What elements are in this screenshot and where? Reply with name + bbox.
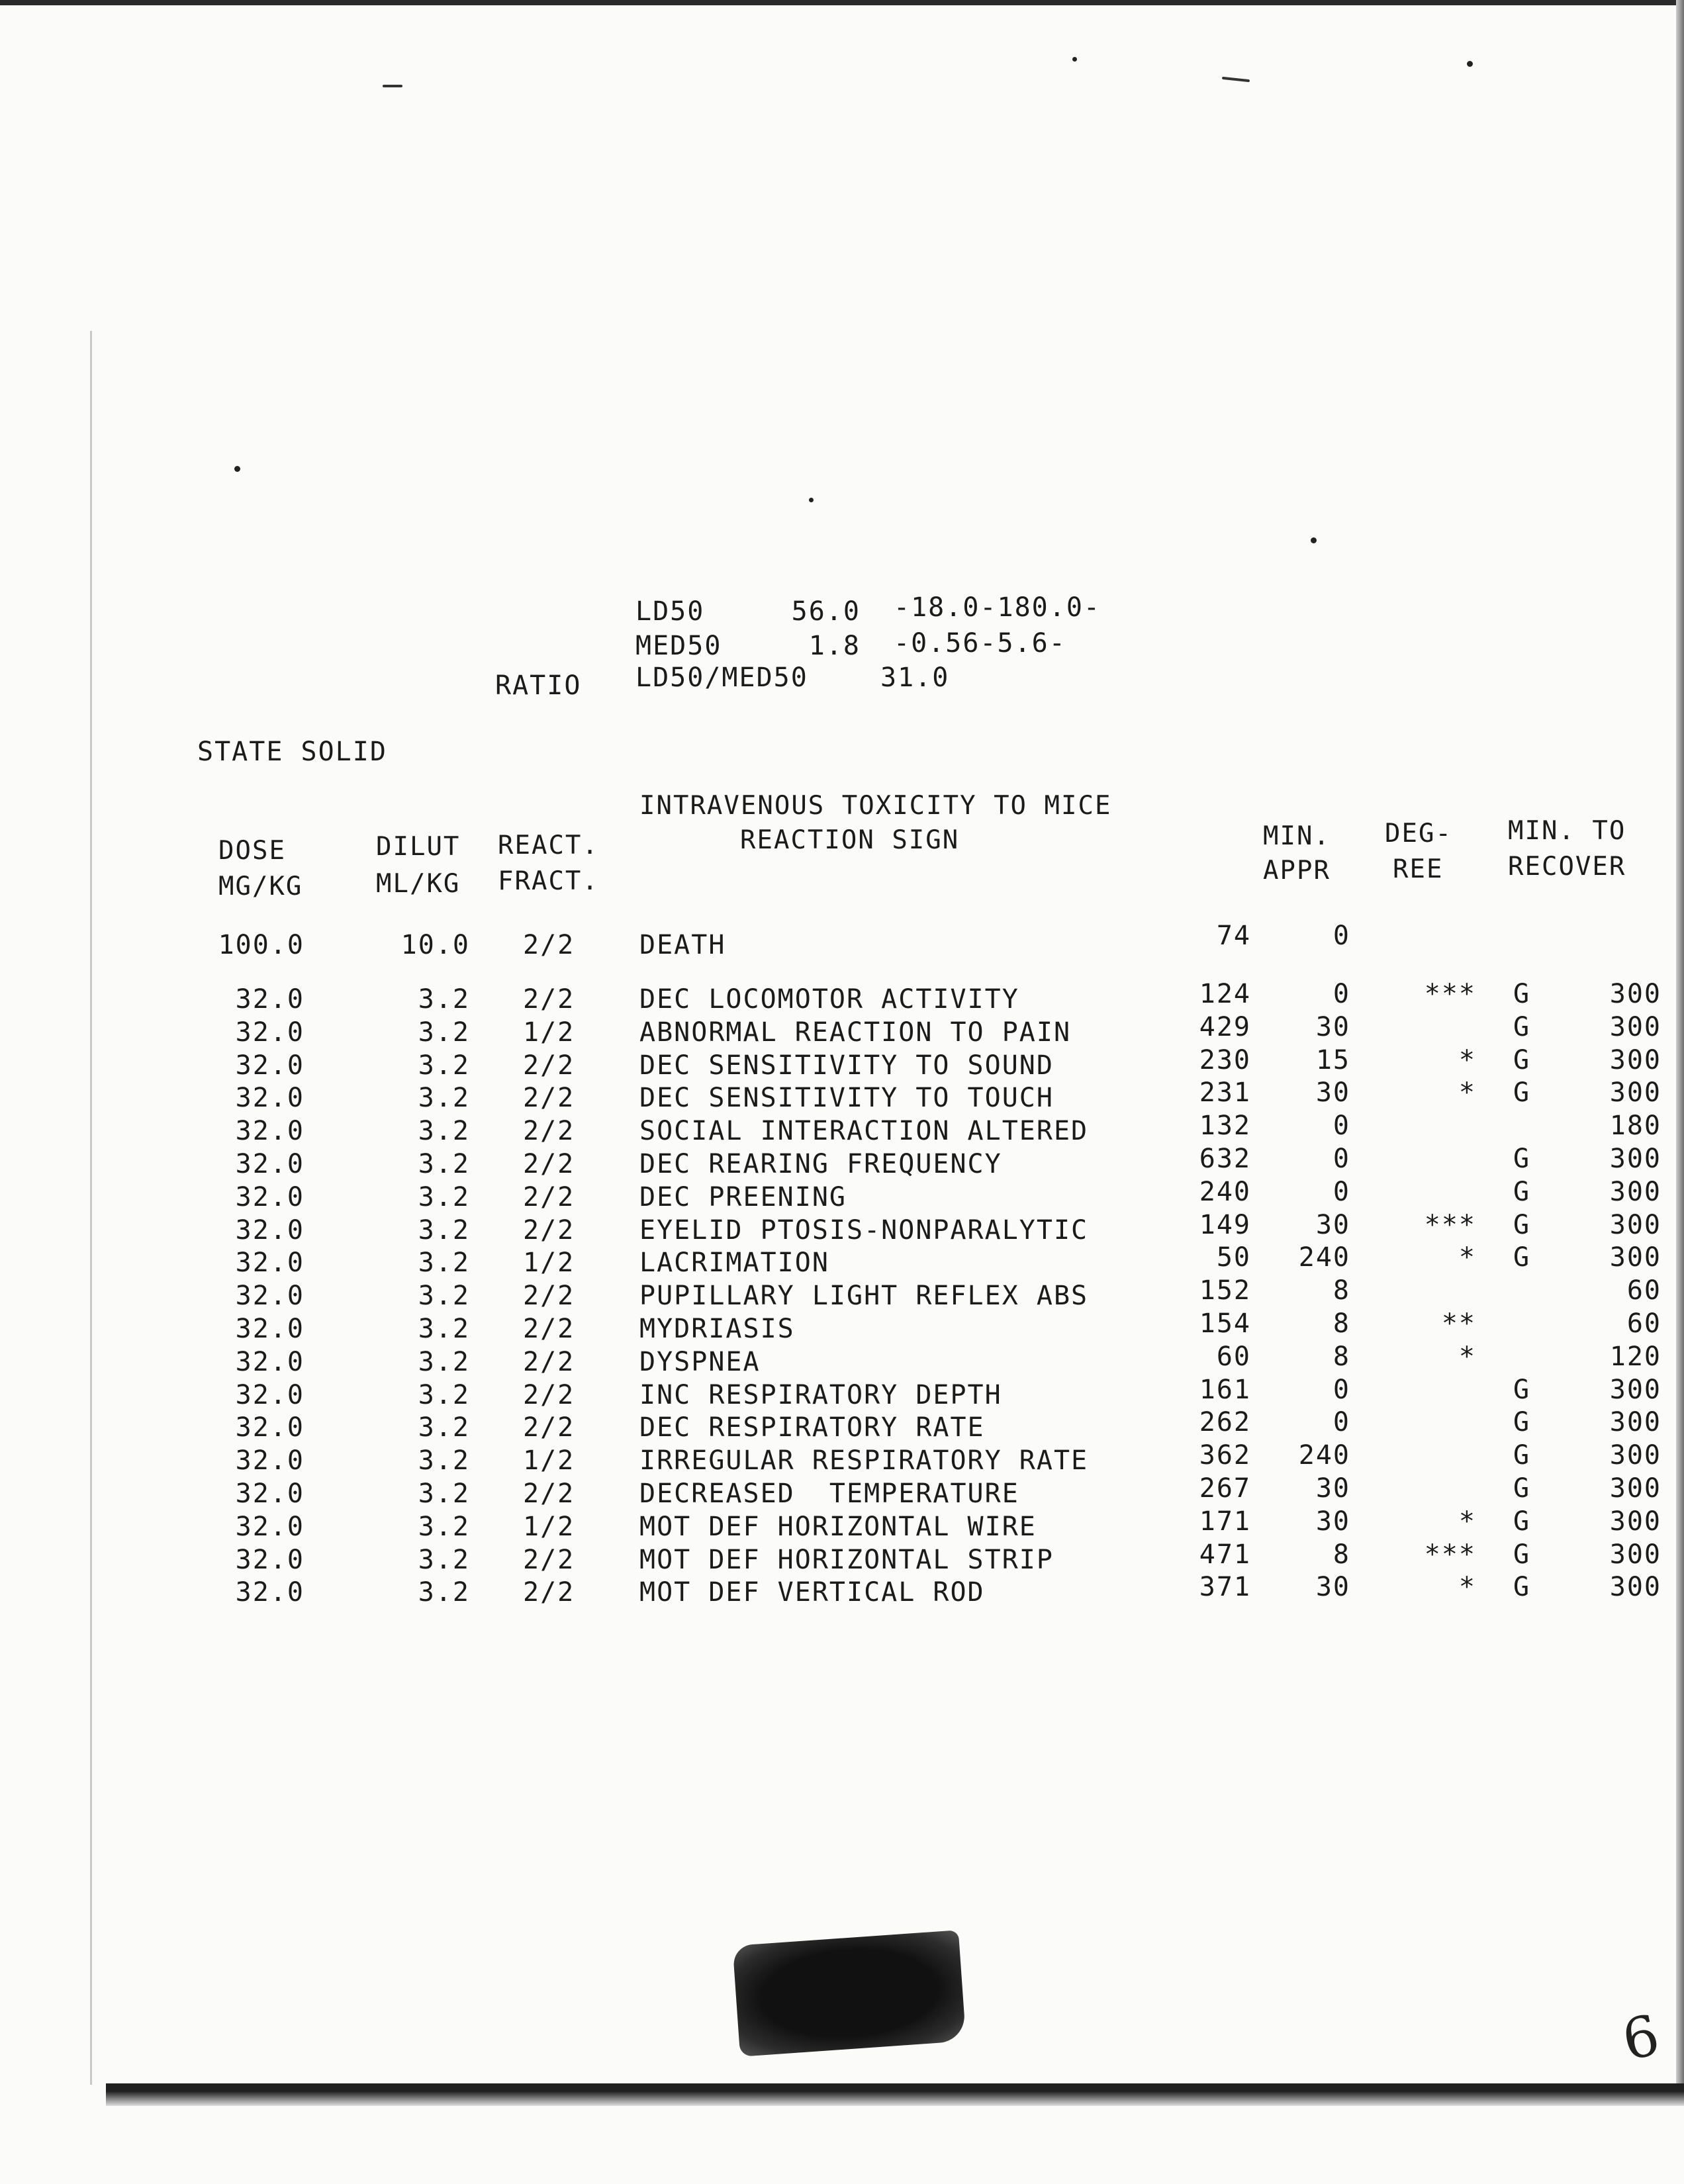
cell-grade: G xyxy=(1513,1077,1531,1109)
table-row xyxy=(0,1473,1684,1512)
cell-code: 124 xyxy=(1199,979,1251,1009)
cell-dose: 32.0 xyxy=(235,1083,304,1114)
table-row xyxy=(0,1374,1684,1414)
cell-min-appr: 0 xyxy=(1333,1144,1350,1174)
cell-dose: 32.0 xyxy=(235,1577,304,1608)
header-dose-unit: MG/KG xyxy=(218,872,303,901)
cell-min-appr: 30 xyxy=(1315,1572,1350,1603)
med50-label: MED50 xyxy=(635,631,722,661)
ratio-value: 31.0 xyxy=(880,662,950,693)
cell-dilut: 3.2 xyxy=(418,1149,470,1179)
cell-dose: 32.0 xyxy=(235,1248,304,1279)
cell-fract: 1/2 xyxy=(523,1017,575,1048)
ld50-value: 56.0 xyxy=(791,596,861,627)
cell-degree: * xyxy=(1458,1341,1476,1372)
cell-dose: 32.0 xyxy=(235,1544,304,1575)
cell-degree: * xyxy=(1458,1044,1476,1075)
cell-reaction-sign: DYSPNEA xyxy=(639,1346,761,1377)
cell-grade: G xyxy=(1513,979,1531,1009)
cell-recover: 300 xyxy=(1609,1144,1661,1174)
cell-reaction-sign: EYELID PTOSIS-NONPARALYTIC xyxy=(639,1214,1089,1246)
cell-code: 632 xyxy=(1199,1144,1251,1174)
header-min-recover-2: RECOVER xyxy=(1508,852,1626,882)
cell-reaction-sign: DEC SENSITIVITY TO SOUND xyxy=(639,1050,1054,1081)
cell-code: 154 xyxy=(1199,1308,1251,1339)
cell-fract: 2/2 xyxy=(523,1116,575,1147)
cell-degree: *** xyxy=(1424,979,1476,1009)
cell-degree: *** xyxy=(1424,1209,1476,1240)
cell-reaction-sign: INC RESPIRATORY DEPTH xyxy=(639,1379,1002,1410)
cell-dose: 32.0 xyxy=(235,1412,304,1443)
cell-dose: 32.0 xyxy=(235,1050,304,1081)
cell-min-appr: 0 xyxy=(1333,1374,1350,1405)
table-row xyxy=(0,1011,1684,1051)
cell-dilut: 3.2 xyxy=(418,1544,470,1575)
cell-dose: 32.0 xyxy=(235,1214,304,1246)
cell-degree: * xyxy=(1458,1242,1476,1273)
table-row xyxy=(0,1440,1684,1479)
cell-reaction-sign: DEC RESPIRATORY RATE xyxy=(639,1412,985,1443)
cell-dilut: 3.2 xyxy=(418,1511,470,1542)
table-row xyxy=(0,1407,1684,1446)
cell-recover: 60 xyxy=(1626,1308,1661,1339)
cell-dose: 32.0 xyxy=(235,1281,304,1312)
cell-dilut: 3.2 xyxy=(418,1017,470,1048)
cell-degree: *** xyxy=(1424,1539,1476,1570)
ld50-label: LD50 xyxy=(635,596,705,627)
cell-reaction-sign: DEC LOCOMOTOR ACTIVITY xyxy=(639,984,1019,1015)
cell-reaction-sign: PUPILLARY LIGHT REFLEX ABS xyxy=(639,1281,1089,1312)
cell-grade: G xyxy=(1513,1242,1531,1273)
cell-dilut: 3.2 xyxy=(418,1445,470,1477)
cell-dilut: 3.2 xyxy=(418,1379,470,1410)
cell-recover: 300 xyxy=(1609,1242,1661,1273)
cell-reaction-sign: DEC PREENING xyxy=(639,1181,847,1212)
cell-dilut: 3.2 xyxy=(418,1577,470,1608)
header-degree-2: REE xyxy=(1393,854,1444,884)
cell-recover: 300 xyxy=(1609,1176,1661,1207)
cell-code: 161 xyxy=(1199,1374,1251,1405)
cell-fract: 2/2 xyxy=(523,1577,575,1608)
cell-min-appr: 30 xyxy=(1315,1473,1350,1504)
header-degree: DEG- xyxy=(1385,819,1452,848)
cell-dose: 32.0 xyxy=(235,1314,304,1344)
cell-min-appr: 8 xyxy=(1333,1275,1350,1306)
cell-fract: 2/2 xyxy=(523,1149,575,1179)
cell-min-appr: 15 xyxy=(1315,1044,1350,1075)
cell-recover: 60 xyxy=(1626,1275,1661,1306)
cell-min-appr: 240 xyxy=(1298,1440,1350,1471)
cell-recover: 300 xyxy=(1609,1407,1661,1438)
table-row xyxy=(0,1539,1684,1578)
cell-code: 132 xyxy=(1199,1111,1251,1142)
cell-recover: 180 xyxy=(1609,1111,1661,1142)
cell-code: 60 xyxy=(1216,1341,1251,1372)
cell-fract: 2/2 xyxy=(523,1379,575,1410)
cell-code: 149 xyxy=(1199,1209,1251,1240)
cell-dilut: 3.2 xyxy=(418,1412,470,1443)
table-row xyxy=(0,1077,1684,1116)
cell-dose: 100.0 xyxy=(218,930,304,960)
page-mark: 6 xyxy=(1616,2002,1665,2073)
cell-dose: 32.0 xyxy=(235,1445,304,1477)
cell-dilut: 3.2 xyxy=(418,1281,470,1312)
cell-reaction-sign: ABNORMAL REACTION TO PAIN xyxy=(639,1017,1072,1048)
table-row xyxy=(0,979,1684,1018)
cell-dilut: 3.2 xyxy=(418,1116,470,1147)
ratio-label: LD50/MED50 xyxy=(635,662,808,693)
cell-degree: ** xyxy=(1441,1308,1476,1339)
table-row xyxy=(0,1572,1684,1611)
cell-min-appr: 30 xyxy=(1315,1209,1350,1240)
cell-dilut: 3.2 xyxy=(418,1248,470,1279)
ratio-word: RATIO xyxy=(495,670,582,701)
cell-grade: G xyxy=(1513,1044,1531,1075)
redaction-blot xyxy=(733,1930,966,2056)
cell-dilut: 3.2 xyxy=(418,1050,470,1081)
cell-grade: G xyxy=(1513,1144,1531,1174)
cell-code: 231 xyxy=(1199,1077,1251,1109)
cell-degree: * xyxy=(1458,1572,1476,1603)
cell-recover: 300 xyxy=(1609,1506,1661,1537)
cell-min-appr: 0 xyxy=(1333,1176,1350,1207)
table-title: INTRAVENOUS TOXICITY TO MICE xyxy=(639,791,1112,821)
cell-fract: 2/2 xyxy=(523,1346,575,1377)
table-row xyxy=(0,1275,1684,1314)
state-label: STATE SOLID xyxy=(197,737,387,767)
cell-reaction-sign: DECREASED TEMPERATURE xyxy=(639,1479,1019,1509)
cell-code: 50 xyxy=(1216,1242,1251,1273)
cell-grade: G xyxy=(1513,1011,1531,1042)
cell-dose: 32.0 xyxy=(235,984,304,1015)
header-dilut: DILUT xyxy=(376,832,461,862)
cell-degree: * xyxy=(1458,1077,1476,1109)
cell-fract: 2/2 xyxy=(523,1214,575,1246)
cell-grade: G xyxy=(1513,1572,1531,1603)
cell-dilut: 3.2 xyxy=(418,984,470,1015)
cell-min-appr: 8 xyxy=(1333,1308,1350,1339)
cell-fract: 1/2 xyxy=(523,1248,575,1279)
cell-fract: 2/2 xyxy=(523,1281,575,1312)
cell-recover: 300 xyxy=(1609,1077,1661,1109)
cell-recover: 300 xyxy=(1609,1374,1661,1405)
cell-grade: G xyxy=(1513,1473,1531,1504)
cell-code: 362 xyxy=(1199,1440,1251,1471)
cell-reaction-sign: IRREGULAR RESPIRATORY RATE xyxy=(639,1445,1089,1477)
cell-grade: G xyxy=(1513,1539,1531,1570)
cell-dose: 32.0 xyxy=(235,1479,304,1509)
table-row xyxy=(0,1209,1684,1249)
cell-reaction-sign: SOCIAL INTERACTION ALTERED xyxy=(639,1116,1089,1147)
cell-fract: 2/2 xyxy=(523,1479,575,1509)
cell-code: 152 xyxy=(1199,1275,1251,1306)
cell-dilut: 3.2 xyxy=(418,1346,470,1377)
cell-min-appr: 0 xyxy=(1333,979,1350,1009)
cell-recover: 300 xyxy=(1609,1044,1661,1075)
cell-min-appr: 30 xyxy=(1315,1077,1350,1109)
cell-dose: 32.0 xyxy=(235,1149,304,1179)
cell-fract: 1/2 xyxy=(523,1445,575,1477)
header-min-appr-2: APPR xyxy=(1263,856,1331,886)
table-row xyxy=(0,1242,1684,1281)
cell-fract: 2/2 xyxy=(523,984,575,1015)
cell-reaction-sign: MOT DEF HORIZONTAL STRIP xyxy=(639,1544,1054,1575)
header-min-recover: MIN. TO xyxy=(1508,816,1626,846)
cell-code: 74 xyxy=(1216,921,1251,951)
cell-dilut: 10.0 xyxy=(400,930,470,960)
cell-dilut: 3.2 xyxy=(418,1083,470,1114)
cell-recover: 300 xyxy=(1609,1440,1661,1471)
cell-dilut: 3.2 xyxy=(418,1479,470,1509)
med50-range: -0.56-5.6- xyxy=(894,628,1066,659)
cell-min-appr: 0 xyxy=(1333,1111,1350,1142)
cell-fract: 2/2 xyxy=(523,1544,575,1575)
cell-fract: 2/2 xyxy=(523,1412,575,1443)
cell-fract: 2/2 xyxy=(523,930,575,960)
cell-dilut: 3.2 xyxy=(418,1214,470,1246)
cell-recover: 300 xyxy=(1609,1473,1661,1504)
cell-dilut: 3.2 xyxy=(418,1314,470,1344)
cell-reaction-sign: MOT DEF HORIZONTAL WIRE xyxy=(639,1511,1037,1542)
cell-code: 267 xyxy=(1199,1473,1251,1504)
cell-reaction-sign: DEATH xyxy=(639,930,726,960)
cell-grade: G xyxy=(1513,1407,1531,1438)
cell-recover: 300 xyxy=(1609,1572,1661,1603)
table-row xyxy=(0,1308,1684,1347)
header-dose: DOSE xyxy=(218,836,286,866)
cell-min-appr: 0 xyxy=(1333,1407,1350,1438)
cell-fract: 2/2 xyxy=(523,1083,575,1114)
cell-recover: 120 xyxy=(1609,1341,1661,1372)
cell-fract: 2/2 xyxy=(523,1050,575,1081)
cell-dose: 32.0 xyxy=(235,1116,304,1147)
cell-dose: 32.0 xyxy=(235,1346,304,1377)
table-row xyxy=(0,1111,1684,1150)
cell-dose: 32.0 xyxy=(235,1379,304,1410)
table-row xyxy=(0,921,1684,964)
cell-dilut: 3.2 xyxy=(418,1181,470,1212)
cell-code: 171 xyxy=(1199,1506,1251,1537)
cell-grade: G xyxy=(1513,1506,1531,1537)
header-min-appr: MIN. xyxy=(1263,821,1331,851)
header-reaction-sign: REACTION SIGN xyxy=(740,825,960,855)
cell-recover: 300 xyxy=(1609,1209,1661,1240)
cell-recover: 300 xyxy=(1609,1539,1661,1570)
cell-min-appr: 8 xyxy=(1333,1539,1350,1570)
cell-code: 240 xyxy=(1199,1176,1251,1207)
cell-min-appr: 8 xyxy=(1333,1341,1350,1372)
cell-reaction-sign: LACRIMATION xyxy=(639,1248,829,1279)
cell-min-appr: 0 xyxy=(1333,921,1350,951)
cell-min-appr: 240 xyxy=(1298,1242,1350,1273)
scan-bottom-edge xyxy=(106,2083,1684,2106)
ld50-range: -18.0-180.0- xyxy=(894,592,1101,623)
header-react: REACT. xyxy=(498,831,599,860)
cell-dose: 32.0 xyxy=(235,1017,304,1048)
cell-min-appr: 30 xyxy=(1315,1506,1350,1537)
cell-fract: 2/2 xyxy=(523,1314,575,1344)
cell-degree: * xyxy=(1458,1506,1476,1537)
cell-grade: G xyxy=(1513,1440,1531,1471)
cell-code: 371 xyxy=(1199,1572,1251,1603)
cell-reaction-sign: MOT DEF VERTICAL ROD xyxy=(639,1577,985,1608)
cell-grade: G xyxy=(1513,1374,1531,1405)
cell-reaction-sign: DEC REARING FREQUENCY xyxy=(639,1149,1002,1179)
cell-reaction-sign: DEC SENSITIVITY TO TOUCH xyxy=(639,1083,1054,1114)
table-row xyxy=(0,1044,1684,1084)
cell-grade: G xyxy=(1513,1176,1531,1207)
cell-dose: 32.0 xyxy=(235,1181,304,1212)
table-row xyxy=(0,1144,1684,1183)
cell-code: 262 xyxy=(1199,1407,1251,1438)
cell-recover: 300 xyxy=(1609,1011,1661,1042)
cell-grade: G xyxy=(1513,1209,1531,1240)
cell-dose: 32.0 xyxy=(235,1511,304,1542)
cell-reaction-sign: MYDRIASIS xyxy=(639,1314,795,1344)
table-row xyxy=(0,1341,1684,1381)
cell-code: 429 xyxy=(1199,1011,1251,1042)
cell-code: 471 xyxy=(1199,1539,1251,1570)
cell-fract: 2/2 xyxy=(523,1181,575,1212)
header-fract: FRACT. xyxy=(498,866,599,896)
header-dilut-unit: ML/KG xyxy=(376,869,461,899)
cell-fract: 1/2 xyxy=(523,1511,575,1542)
cell-min-appr: 30 xyxy=(1315,1011,1350,1042)
med50-value: 1.8 xyxy=(808,631,861,661)
cell-recover: 300 xyxy=(1609,979,1661,1009)
cell-code: 230 xyxy=(1199,1044,1251,1075)
